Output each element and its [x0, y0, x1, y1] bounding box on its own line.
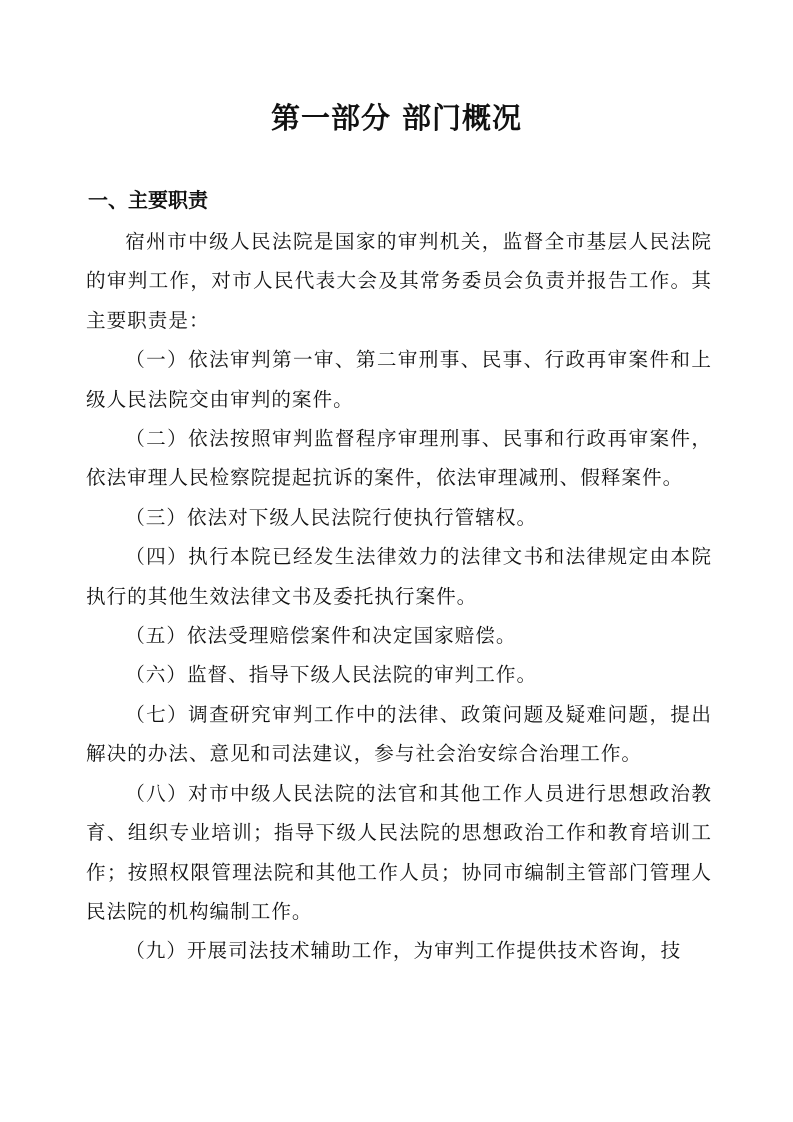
paragraph-duty-9: （九）开展司法技术辅助工作，为审判工作提供技术咨询，技: [125, 939, 682, 963]
paragraph-duty-7: （七）调查研究审判工作中的法律、政策问题及疑难问题，提出解决的办法、意见和司法建议，参与社会治安综合治理工作。: [86, 702, 712, 766]
paragraph-duty-8: （八）对市中级人民法院的法官和其他工作人员进行思想政治教育、组织专业培训；指导下级人民法院的思想政治工作和教育培训工作；按照权限管理法院和其他工作人员；协同市编制主管部门管理人民法院的机构编制工作。: [86, 781, 712, 923]
paragraph-duty-3: （三）依法对下级人民法院行使执行管辖权。: [125, 505, 538, 529]
paragraph-duty-6: （六）监督、指导下级人民法院的审判工作。: [125, 663, 538, 687]
paragraph-duty-4: （四）执行本院已经发生法律效力的法律文书和法律规定由本院执行的其他生效法律文书及委托执行案件。: [86, 545, 712, 608]
paragraph-intro: 宿州市中级人民法院是国家的审判机关，监督全市基层人民法院的审判工作，对市人民代表大会及其常务委员会负责并报告工作。其主要职责是：: [86, 230, 712, 332]
paragraph-duty-1: （一）依法审判第一审、第二审刑事、民事、行政再审案件和上级人民法院交由审判的案件。: [86, 348, 712, 411]
paragraph-duty-5: （五）依法受理赔偿案件和决定国家赔偿。: [125, 624, 517, 648]
page-title: 第一部分 部门概况: [270, 101, 523, 135]
body-text: [86, 222, 712, 971]
section-heading: 一、主要职责: [88, 188, 208, 212]
paragraph-duty-2: （二）依法按照审判监督程序审理刑事、民事和行政再审案件，依法审理人民检察院提起抗诉的案件，依法审理减刑、假释案件。: [86, 427, 712, 490]
